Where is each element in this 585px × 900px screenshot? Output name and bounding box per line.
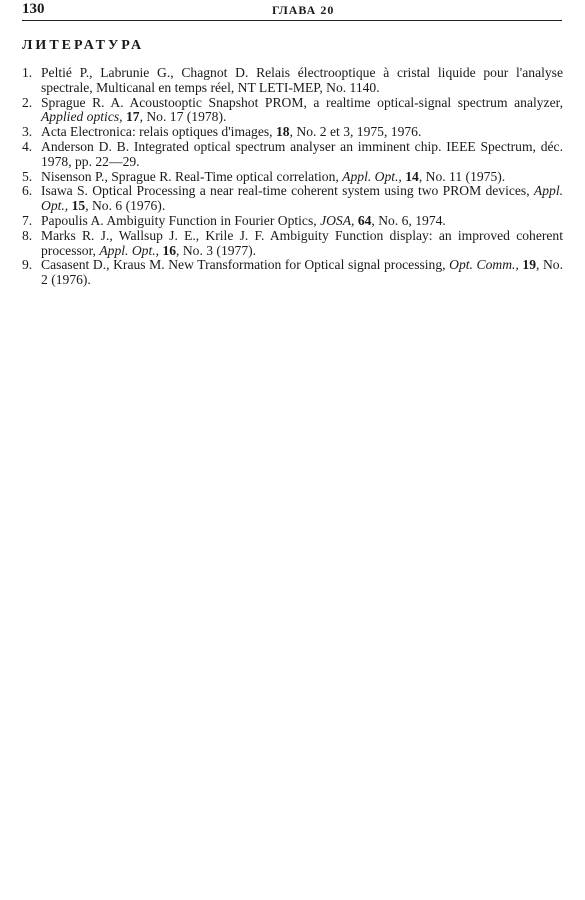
reference-segment: , No. 17 (1978). [139,109,227,125]
reference-segment: , No. 3 (1977). [176,242,257,258]
reference-segment: Isawa S. Optical Processing a near real-time coherent system using two PROM devices, [41,183,534,199]
reference-item [22,170,563,185]
reference-text [41,228,563,258]
reference-text [41,183,563,213]
reference-journal: Appl. Opt., [342,168,402,184]
reference-volume: 19 [522,257,536,273]
reference-volume: 18 [275,124,290,140]
reference-volume: 16 [162,242,177,258]
reference-item [22,258,563,288]
reference-number: 2. [22,94,33,110]
reference-segment: , No. 2 (1976). [41,257,563,288]
reference-segment: Casasent D., Kraus M. New Transformation for Optical signal processing, [41,257,450,273]
reference-journal: Appl. Opt., [41,183,563,214]
reference-volume: 17 [125,109,140,125]
reference-number: 6. [22,183,33,199]
reference-number: 4. [22,138,33,154]
reference-volume: 14 [405,168,419,184]
reference-segment: , No. 11 (1975). [418,168,506,184]
reference-item [22,125,563,140]
reference-journal: Applied optics, [41,109,123,125]
reference-journal: JOSA, [320,212,355,228]
reference-segment: Sprague R. A. Acoustooptic Snapshot PROM, a realtime optical-signal spectrum analyzer, [41,94,563,110]
reference-item [22,184,563,214]
reference-segment: Nisenson P., Sprague R. Real-Time optical correlation, [41,168,343,184]
reference-text [41,65,563,95]
page-number: 130 [22,1,45,17]
reference-item [22,140,563,170]
reference-segment: Anderson D. B. Integrated optical spectrum analyser an imminent chip. IEEE Spectrum, déc. 1978, pp. 22—29. [41,138,563,169]
reference-segment: Peltié P., Labrunie G., Chagnot D. Relais électrooptique à cristal liquide pour l'analyse spectrale, Multicanal en temps réel, NT LETI-MEP, No. 1140. [41,65,563,95]
reference-number: 5. [22,168,33,184]
reference-journal: Opt. Comm., [449,257,519,273]
reference-segment: Papoulis A. Ambiguity Function in Fourier Optics, [41,212,321,228]
reference-text [41,169,505,184]
reference-segment: , No. 6, 1974. [371,212,446,228]
reference-segment: Acta Electronica: relais optiques d'images, [41,124,276,140]
reference-number: 8. [22,227,33,243]
reference-segment: , No. 6 (1976). [85,198,166,214]
reference-number: 9. [22,257,33,273]
reference-segment: Marks R. J., Wallsup J. E., Krile J. F. Ambiguity Function display: an improved coherent processor, [41,227,563,258]
reference-text [41,95,563,125]
reference-item [22,66,563,96]
reference-text [41,124,421,139]
running-head: ГЛАВА 20 [272,3,335,17]
reference-segment: , No. 2 et 3, 1975, 1976. [289,124,422,140]
reference-list [22,66,563,288]
page-header [22,0,562,21]
reference-volume: 64 [357,212,372,228]
reference-volume: 15 [71,198,86,214]
section-title: ЛИТЕРАТУРА [22,38,145,53]
reference-item [22,214,563,229]
reference-journal: Appl. Opt., [99,242,160,258]
reference-text [41,257,563,287]
reference-number: 7. [22,212,33,228]
reference-text [41,139,563,169]
reference-number: 1. [22,65,33,80]
reference-number: 3. [22,124,33,140]
reference-item [22,229,563,259]
reference-text [41,213,446,228]
reference-item [22,96,563,126]
